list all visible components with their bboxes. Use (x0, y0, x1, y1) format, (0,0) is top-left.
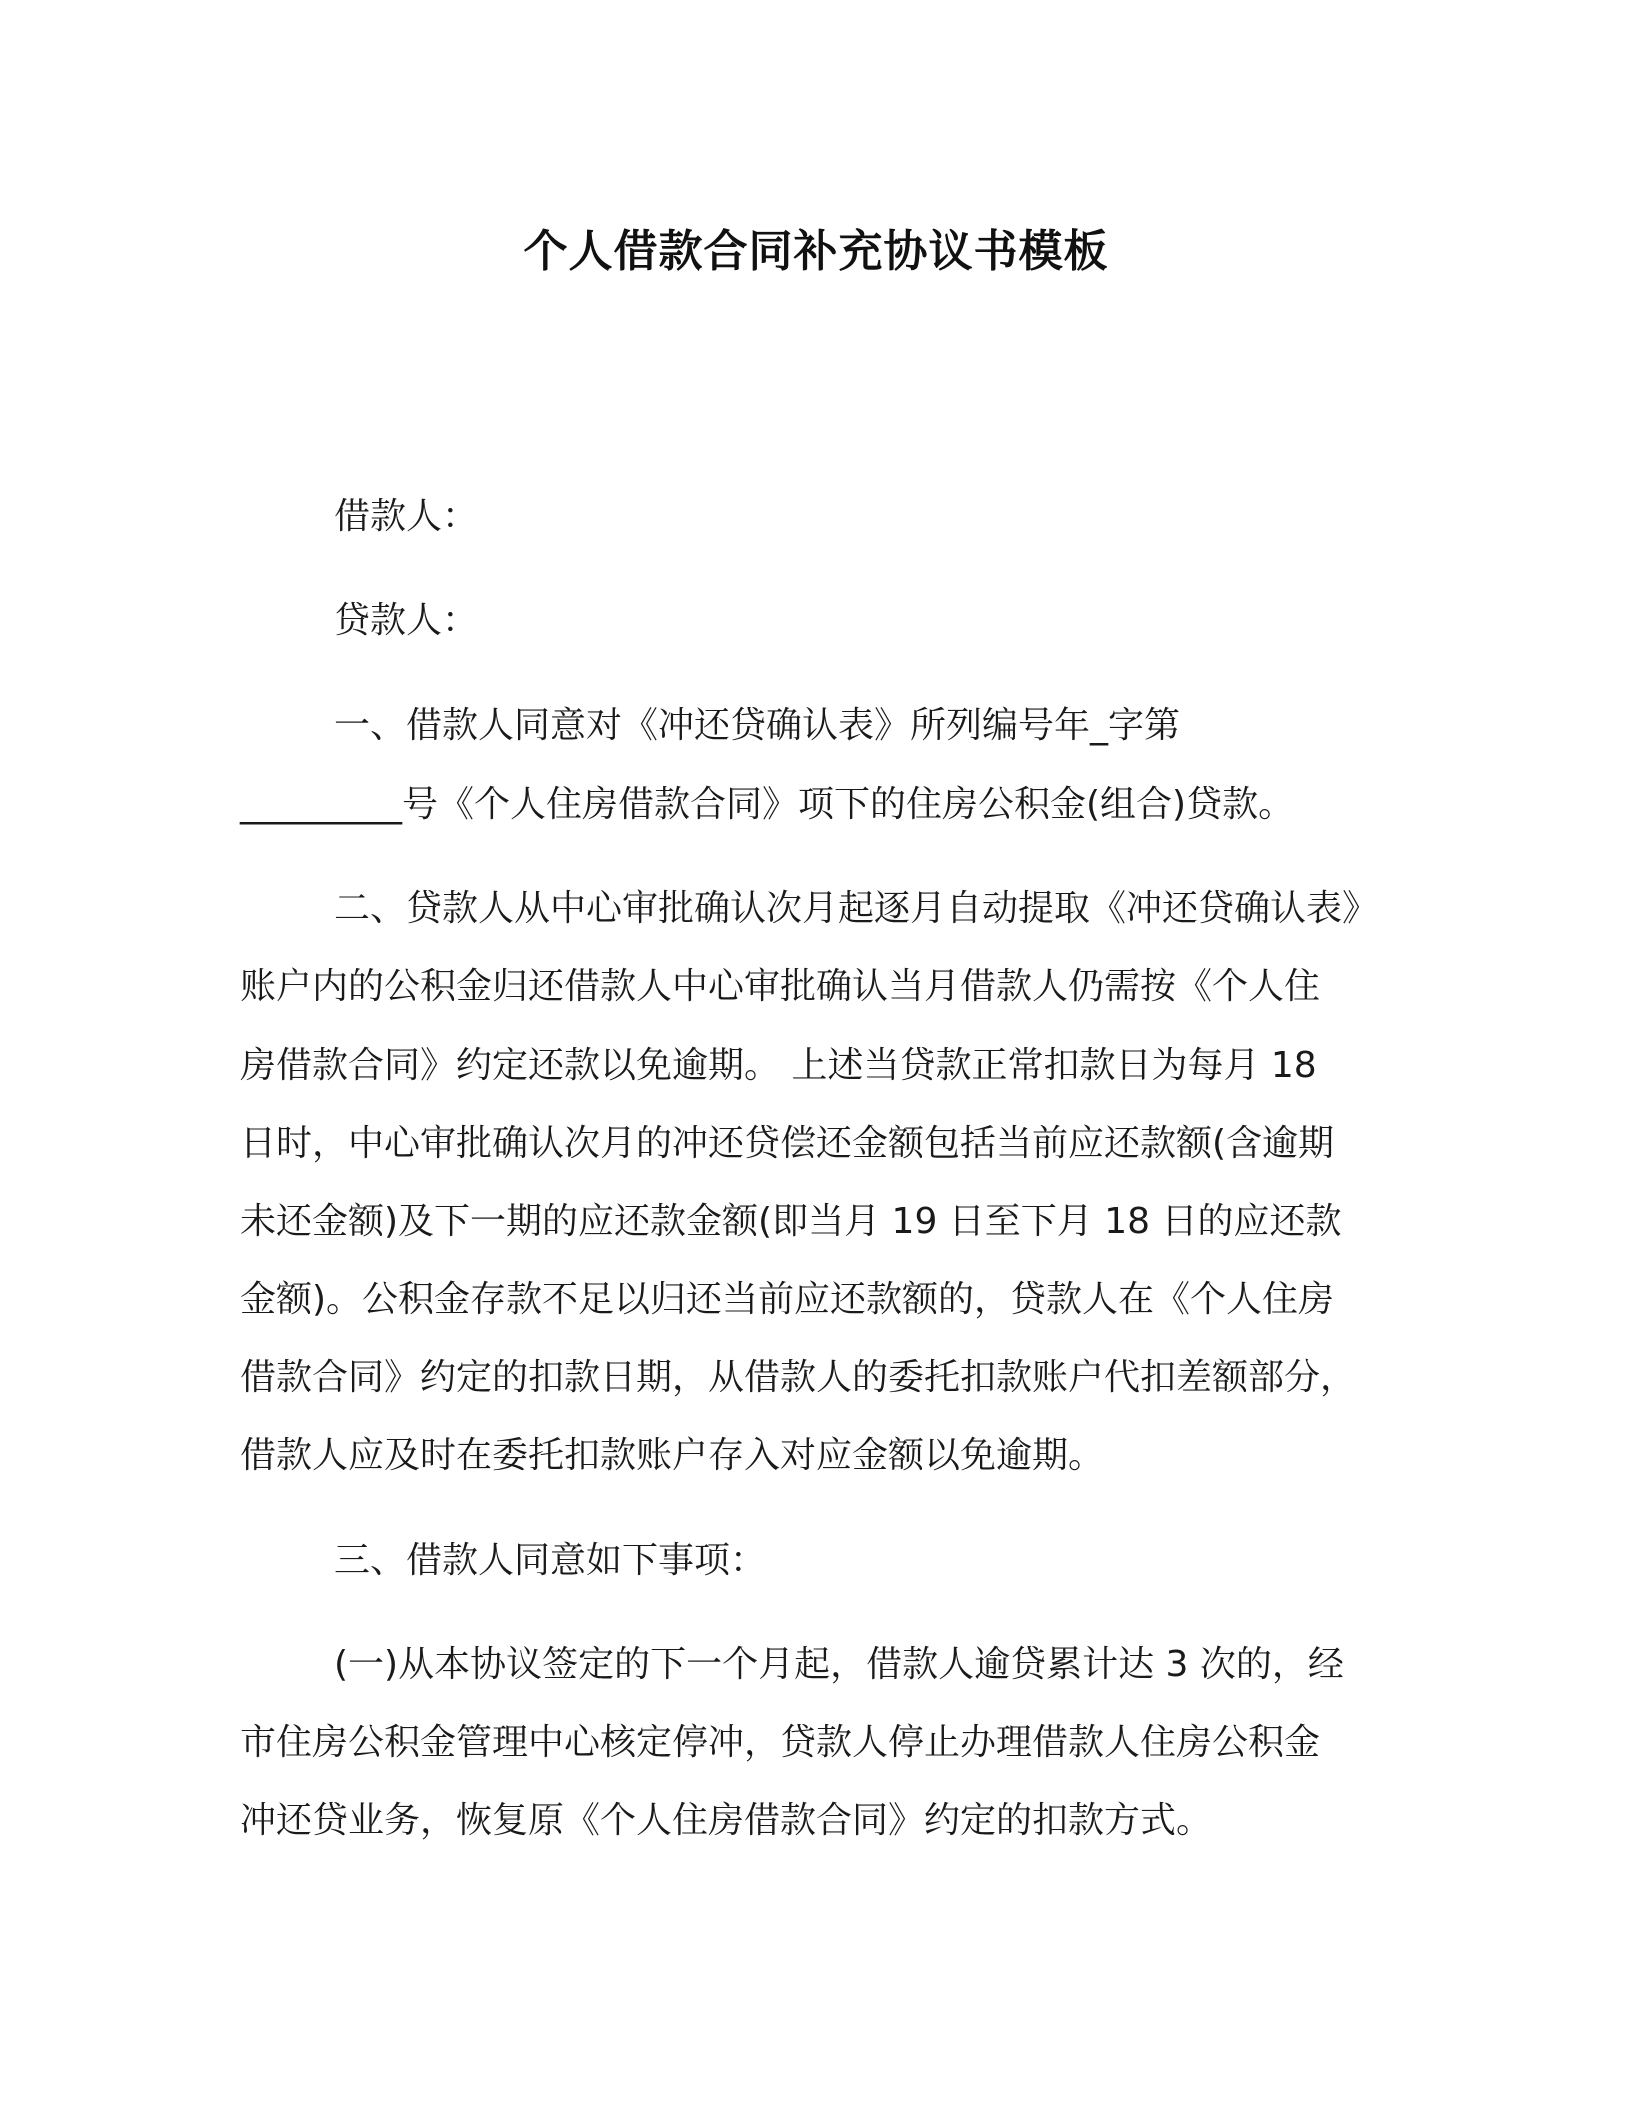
clause-2-line-5: 未还金额)及下一期的应还款金额(即当月 19 日至下月 18 日的应还款 (240, 1201, 1342, 1242)
clause-2-line-4: 日时，中心审批确认次月的冲还贷偿还金额包括当前应还款额(含逾期 (240, 1123, 1335, 1164)
clause-1-line-1: 一、借款人同意对《冲还贷确认表》所列编号年_字第 (334, 705, 1181, 746)
clause-1-line-2: _________号《个人住房借款合同》项下的住房公积金(组合)贷款。 (240, 784, 1295, 825)
clause-3-heading: 三、借款人同意如下事项： (334, 1540, 767, 1581)
lender-line: 贷款人： (334, 600, 479, 641)
clause-2-line-8: 借款人应及时在委托扣款账户存入对应金额以免逾期。 (240, 1435, 1105, 1476)
clause-2-line-7: 借款合同》约定的扣款日期，从借款人的委托扣款账户代扣差额部分， (240, 1357, 1357, 1398)
clause-3-item-1-line-3: 冲还贷业务，恢复原《个人住房借款合同》约定的扣款方式。 (240, 1800, 1213, 1841)
clause-2-line-1: 二、贷款人从中心审批确认次月起逐月自动提取《冲还贷确认表》 (334, 888, 1379, 929)
borrower-line: 借款人： (334, 496, 479, 537)
document-title: 个人借款合同补充协议书模板 (523, 226, 1109, 277)
clause-3-item-1-line-1: (一)从本协议签定的下一个月起，借款人逾贷累计达 3 次的，经 (334, 1644, 1344, 1685)
clause-2-line-6: 金额)。公积金存款不足以归还当前应还款额的，贷款人在《个人住房 (240, 1279, 1335, 1320)
clause-2-line-2: 账户内的公积金归还借款人中心审批确认当月借款人仍需按《个人住 (240, 966, 1321, 1007)
clause-2-line-3: 房借款合同》约定还款以免逾期。 上述当贷款正常扣款日为每月 18 (240, 1045, 1317, 1086)
clause-3-item-1-line-2: 市住房公积金管理中心核定停冲，贷款人停止办理借款人住房公积金 (240, 1722, 1321, 1763)
